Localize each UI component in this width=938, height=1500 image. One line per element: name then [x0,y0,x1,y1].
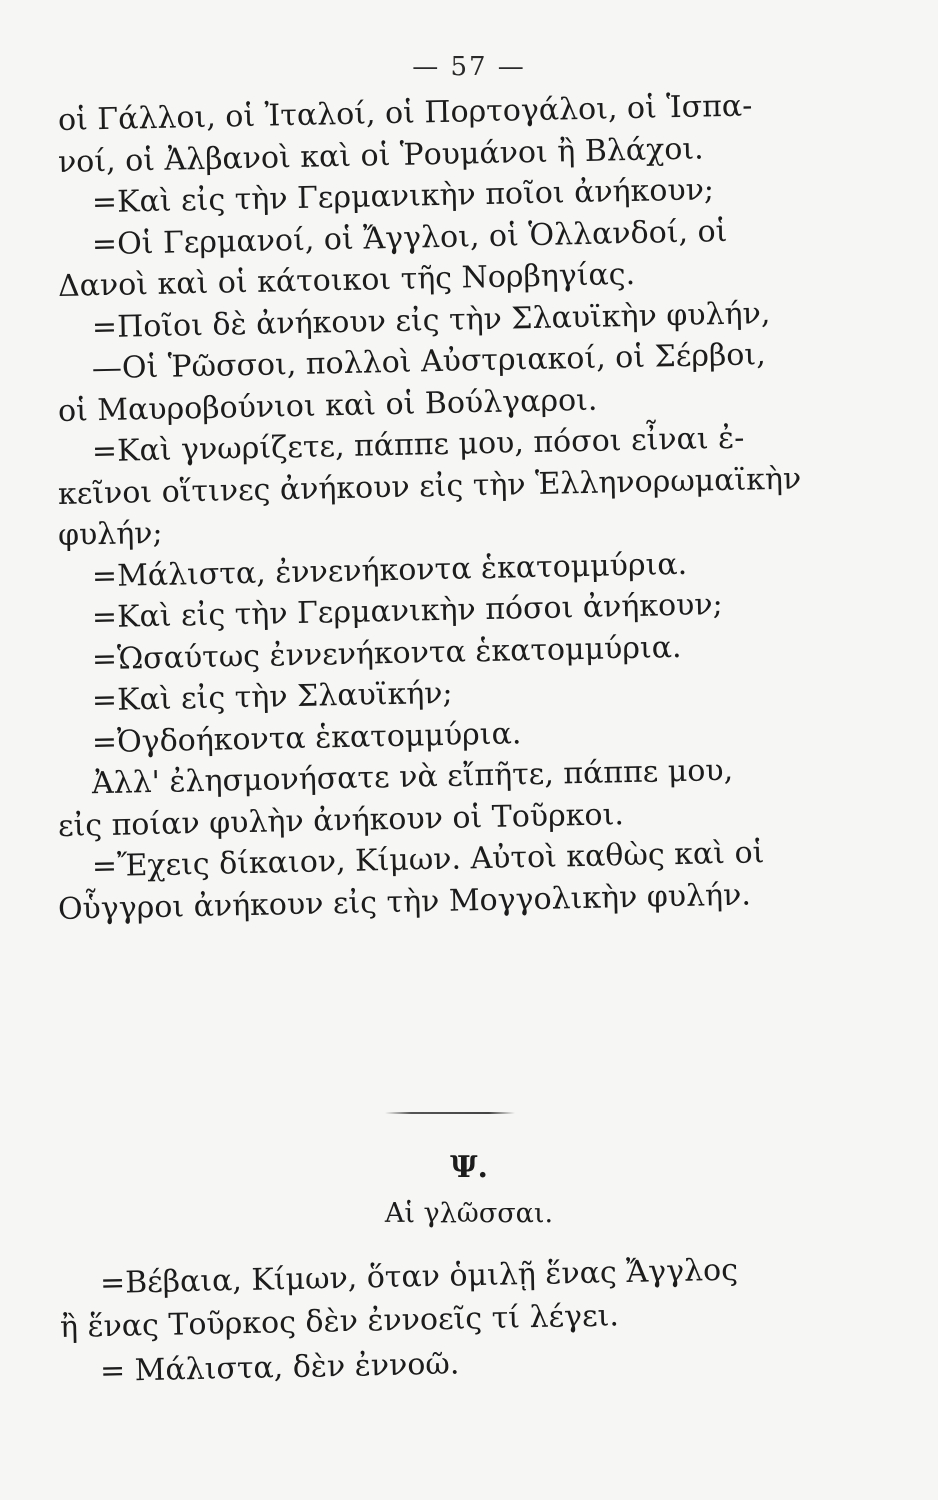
section-numeral: Ψ. [450,1150,488,1185]
text-line: Ἀλλ' ἐλησμονήσατε νὰ εἴπῆτε, πάππε μου, [91,752,734,802]
text-line: οἱ Γάλλοι, οἱ Ἰταλοί, οἱ Πορτογάλοι, οἱ Ἱσπα- [57,88,753,138]
text-line: =Μάλιστα, ἐννενήκοντα ἑκατομμύρια. [91,546,688,594]
text-line: Δανοὶ καὶ οἱ κάτοικοι τῆς Νορβηγίας. [57,256,636,304]
text-line: =Καὶ εἰς τὴν Σλαυϊκήν; [91,675,453,719]
body-text [57,88,870,930]
section-title: Αἱ γλῶσσαι. [384,1198,554,1229]
text-line: =Ποῖοι δὲ ἀνήκουν εἰς τὴν Σλαυϊκὴν φυλήν, [91,295,771,345]
text-line: —Οἱ Ῥῶσσοι, πολλοὶ Αὐστριακοί, οἱ Σέρβοι, [91,337,767,387]
section-divider [385,1112,515,1114]
text-line: =Οἱ Γερμανοί, οἱ Ἄγγλοι, οἱ Ὁλλανδοί, οἱ [91,213,728,262]
dialogue-line: ἢ ἕνας Τοῦρκος δὲν ἐννοεῖς τί λέγει. [59,1298,620,1345]
text-line: =Ὀγδοήκοντα ἑκατομμύρια. [91,715,522,760]
dialogue-line: = Μάλιστα, δὲν ἐννοῶ. [99,1346,460,1389]
text-line: εἰς ποίαν φυλὴν ἀνήκουν οἱ Τοῦρκοι. [57,796,625,844]
text-line: =Καὶ γνωρίζετε, πάππε μου, πόσοι εἶναι ἐ- [91,420,745,470]
text-line: =Ὡσαύτως ἐννενήκοντα ἑκατομμύρια. [91,629,682,677]
text-line: νοί, οἱ Ἀλβανοὶ καὶ οἱ Ῥουμάνοι ἢ Βλάχοι. [57,130,704,180]
text-line: =Ἔχεις δίκαιον, Κίμων. Αὐτοὶ καθὼς καὶ οἱ [91,835,765,885]
text-line: =Καὶ εἰς τὴν Γερμανικὴν ποῖοι ἀνήκουν; [91,172,715,221]
dialogue-block [59,1252,880,1394]
text-line: φυλήν; [57,515,163,553]
dialogue-line: =Βέβαια, Κίμων, ὅταν ὁμιλῇ ἕνας Ἄγγλος [99,1252,739,1301]
page-number: — 57 — [412,52,526,82]
text-line: =Καὶ εἰς τὴν Γερμανικὴν πόσοι ἀνήκουν; [91,587,724,636]
text-line: οἱ Μαυροβούνιοι καὶ οἱ Βούλγαροι. [57,382,598,429]
text-line: κεῖνοι οἵτινες ἀνήκουν εἰς τὴν Ἑλληνορωμαϊκὴν [57,460,802,512]
text-line: Οὗγγροι ἀνήκουν εἰς τὴν Μογγολικὴν φυλήν. [57,876,752,927]
